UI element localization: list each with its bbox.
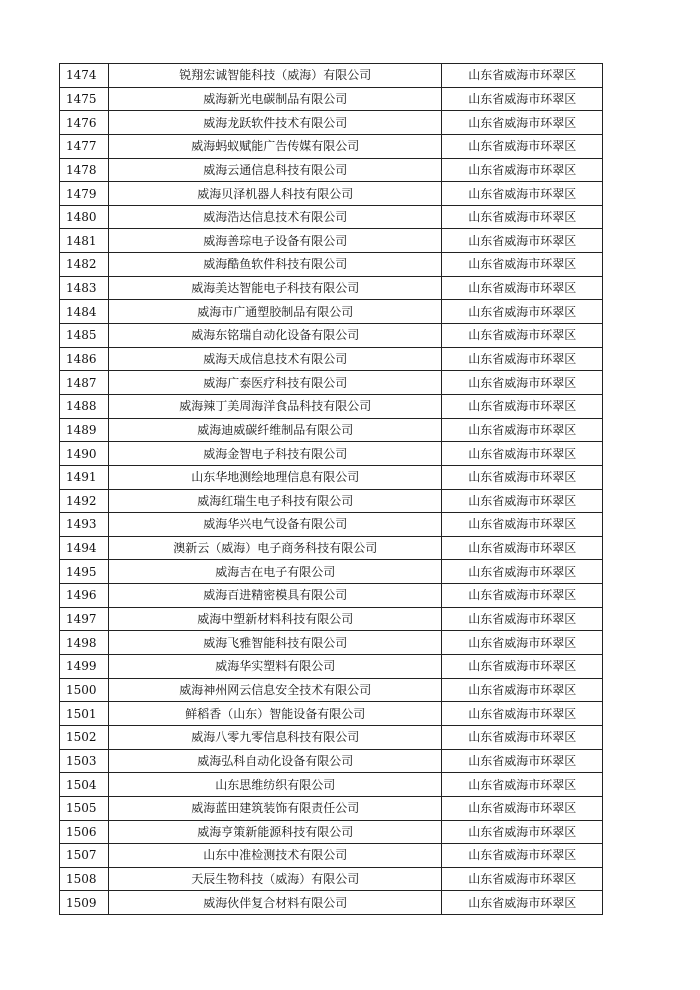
- row-number: 1501: [60, 702, 109, 726]
- company-name: 威海广泰医疗科技有限公司: [109, 371, 442, 395]
- company-name: 威海中塑新材料科技有限公司: [109, 607, 442, 631]
- company-name: 威海东铭瑞自动化设备有限公司: [109, 324, 442, 348]
- company-region: 山东省威海市环翠区: [442, 702, 603, 726]
- company-name: 山东思维纺织有限公司: [109, 773, 442, 797]
- row-number: 1488: [60, 394, 109, 418]
- company-region: 山东省威海市环翠区: [442, 891, 603, 915]
- row-number: 1497: [60, 607, 109, 631]
- company-name: 威海吉在电子有限公司: [109, 560, 442, 584]
- company-region: 山东省威海市环翠区: [442, 64, 603, 88]
- company-region: 山东省威海市环翠区: [442, 253, 603, 277]
- table-row: [60, 773, 603, 797]
- company-region: 山东省威海市环翠区: [442, 867, 603, 891]
- company-region: 山东省威海市环翠区: [442, 300, 603, 324]
- company-name: 威海弘科自动化设备有限公司: [109, 749, 442, 773]
- company-name: 威海酷鱼软件科技有限公司: [109, 253, 442, 277]
- company-name: 威海迪威碳纤维制品有限公司: [109, 418, 442, 442]
- table-row: [60, 371, 603, 395]
- company-name: 威海云通信息科技有限公司: [109, 158, 442, 182]
- company-name: 威海伙伴复合材料有限公司: [109, 891, 442, 915]
- row-number: 1478: [60, 158, 109, 182]
- company-name: 威海八零九零信息科技有限公司: [109, 725, 442, 749]
- row-number: 1498: [60, 631, 109, 655]
- company-name: 威海龙跃软件技术有限公司: [109, 111, 442, 135]
- company-name: 威海辣丁美周海洋食品科技有限公司: [109, 394, 442, 418]
- table-row: [60, 513, 603, 537]
- company-region: 山东省威海市环翠区: [442, 418, 603, 442]
- company-name: 山东华地测绘地理信息有限公司: [109, 465, 442, 489]
- table-row: [60, 87, 603, 111]
- row-number: 1476: [60, 111, 109, 135]
- table-row: [60, 205, 603, 229]
- company-region: 山东省威海市环翠区: [442, 844, 603, 868]
- row-number: 1486: [60, 347, 109, 371]
- row-number: 1495: [60, 560, 109, 584]
- company-name: 威海飞雅智能科技有限公司: [109, 631, 442, 655]
- company-name: 威海美达智能电子科技有限公司: [109, 276, 442, 300]
- row-number: 1477: [60, 134, 109, 158]
- row-number: 1492: [60, 489, 109, 513]
- table-row: [60, 560, 603, 584]
- company-name: 威海善琮电子设备有限公司: [109, 229, 442, 253]
- row-number: 1491: [60, 465, 109, 489]
- row-number: 1493: [60, 513, 109, 537]
- company-name: 威海贝泽机器人科技有限公司: [109, 182, 442, 206]
- company-region: 山东省威海市环翠区: [442, 442, 603, 466]
- company-region: 山东省威海市环翠区: [442, 796, 603, 820]
- company-name: 威海新光电碳制品有限公司: [109, 87, 442, 111]
- company-region: 山东省威海市环翠区: [442, 87, 603, 111]
- company-region: 山东省威海市环翠区: [442, 182, 603, 206]
- table-row: [60, 891, 603, 915]
- company-region: 山东省威海市环翠区: [442, 347, 603, 371]
- table-row: [60, 796, 603, 820]
- table-row: [60, 584, 603, 608]
- row-number: 1499: [60, 655, 109, 679]
- company-name: 威海亨策新能源科技有限公司: [109, 820, 442, 844]
- company-name: 威海蚂蚁赋能广告传媒有限公司: [109, 134, 442, 158]
- company-region: 山东省威海市环翠区: [442, 158, 603, 182]
- company-region: 山东省威海市环翠区: [442, 725, 603, 749]
- company-registry-table: [59, 63, 603, 915]
- company-name: 山东中准检测技术有限公司: [109, 844, 442, 868]
- row-number: 1482: [60, 253, 109, 277]
- table-row: [60, 631, 603, 655]
- row-number: 1509: [60, 891, 109, 915]
- table-row: [60, 300, 603, 324]
- company-region: 山东省威海市环翠区: [442, 489, 603, 513]
- company-region: 山东省威海市环翠区: [442, 607, 603, 631]
- company-name: 威海金智电子科技有限公司: [109, 442, 442, 466]
- company-name: 威海华实塑料有限公司: [109, 655, 442, 679]
- company-name: 威海天成信息技术有限公司: [109, 347, 442, 371]
- company-name: 澳新云（威海）电子商务科技有限公司: [109, 536, 442, 560]
- company-region: 山东省威海市环翠区: [442, 584, 603, 608]
- company-name: 威海蓝田建筑装饰有限责任公司: [109, 796, 442, 820]
- row-number: 1474: [60, 64, 109, 88]
- table-row: [60, 678, 603, 702]
- company-region: 山东省威海市环翠区: [442, 394, 603, 418]
- table-row: [60, 347, 603, 371]
- company-region: 山东省威海市环翠区: [442, 111, 603, 135]
- company-region: 山东省威海市环翠区: [442, 536, 603, 560]
- company-region: 山东省威海市环翠区: [442, 205, 603, 229]
- row-number: 1503: [60, 749, 109, 773]
- row-number: 1489: [60, 418, 109, 442]
- table-row: [60, 655, 603, 679]
- company-region: 山东省威海市环翠区: [442, 655, 603, 679]
- company-region: 山东省威海市环翠区: [442, 134, 603, 158]
- table-row: [60, 229, 603, 253]
- row-number: 1479: [60, 182, 109, 206]
- row-number: 1505: [60, 796, 109, 820]
- company-name: 威海华兴电气设备有限公司: [109, 513, 442, 537]
- row-number: 1494: [60, 536, 109, 560]
- table-row: [60, 276, 603, 300]
- company-region: 山东省威海市环翠区: [442, 773, 603, 797]
- company-name: 威海浩达信息技术有限公司: [109, 205, 442, 229]
- company-name: 锐翔宏诚智能科技（威海）有限公司: [109, 64, 442, 88]
- company-name: 威海神州网云信息安全技术有限公司: [109, 678, 442, 702]
- company-region: 山东省威海市环翠区: [442, 560, 603, 584]
- table-row: [60, 324, 603, 348]
- table-row: [60, 536, 603, 560]
- row-number: 1475: [60, 87, 109, 111]
- row-number: 1504: [60, 773, 109, 797]
- table-row: [60, 394, 603, 418]
- company-name: 威海百进精密模具有限公司: [109, 584, 442, 608]
- company-name: 威海红瑞生电子科技有限公司: [109, 489, 442, 513]
- row-number: 1490: [60, 442, 109, 466]
- table-row: [60, 158, 603, 182]
- row-number: 1506: [60, 820, 109, 844]
- company-region: 山东省威海市环翠区: [442, 678, 603, 702]
- company-name: 鲜稻香（山东）智能设备有限公司: [109, 702, 442, 726]
- table-row: [60, 489, 603, 513]
- row-number: 1507: [60, 844, 109, 868]
- company-name: 威海市广通塑胶制品有限公司: [109, 300, 442, 324]
- table-row: [60, 418, 603, 442]
- table-row: [60, 134, 603, 158]
- row-number: 1508: [60, 867, 109, 891]
- table-row: [60, 702, 603, 726]
- company-region: 山东省威海市环翠区: [442, 631, 603, 655]
- row-number: 1480: [60, 205, 109, 229]
- table-row: [60, 442, 603, 466]
- company-name: 天辰生物科技（威海）有限公司: [109, 867, 442, 891]
- company-region: 山东省威海市环翠区: [442, 513, 603, 537]
- row-number: 1484: [60, 300, 109, 324]
- row-number: 1487: [60, 371, 109, 395]
- table-row: [60, 253, 603, 277]
- table-row: [60, 844, 603, 868]
- table-row: [60, 111, 603, 135]
- row-number: 1483: [60, 276, 109, 300]
- table-row: [60, 725, 603, 749]
- row-number: 1500: [60, 678, 109, 702]
- company-region: 山东省威海市环翠区: [442, 324, 603, 348]
- company-region: 山东省威海市环翠区: [442, 749, 603, 773]
- company-region: 山东省威海市环翠区: [442, 276, 603, 300]
- company-region: 山东省威海市环翠区: [442, 371, 603, 395]
- row-number: 1496: [60, 584, 109, 608]
- table-row: [60, 465, 603, 489]
- company-region: 山东省威海市环翠区: [442, 820, 603, 844]
- table-row: [60, 867, 603, 891]
- row-number: 1481: [60, 229, 109, 253]
- table-row: [60, 64, 603, 88]
- table-row: [60, 820, 603, 844]
- row-number: 1485: [60, 324, 109, 348]
- company-region: 山东省威海市环翠区: [442, 229, 603, 253]
- row-number: 1502: [60, 725, 109, 749]
- table-row: [60, 182, 603, 206]
- company-region: 山东省威海市环翠区: [442, 465, 603, 489]
- table-row: [60, 607, 603, 631]
- table-row: [60, 749, 603, 773]
- table-body: [60, 64, 603, 915]
